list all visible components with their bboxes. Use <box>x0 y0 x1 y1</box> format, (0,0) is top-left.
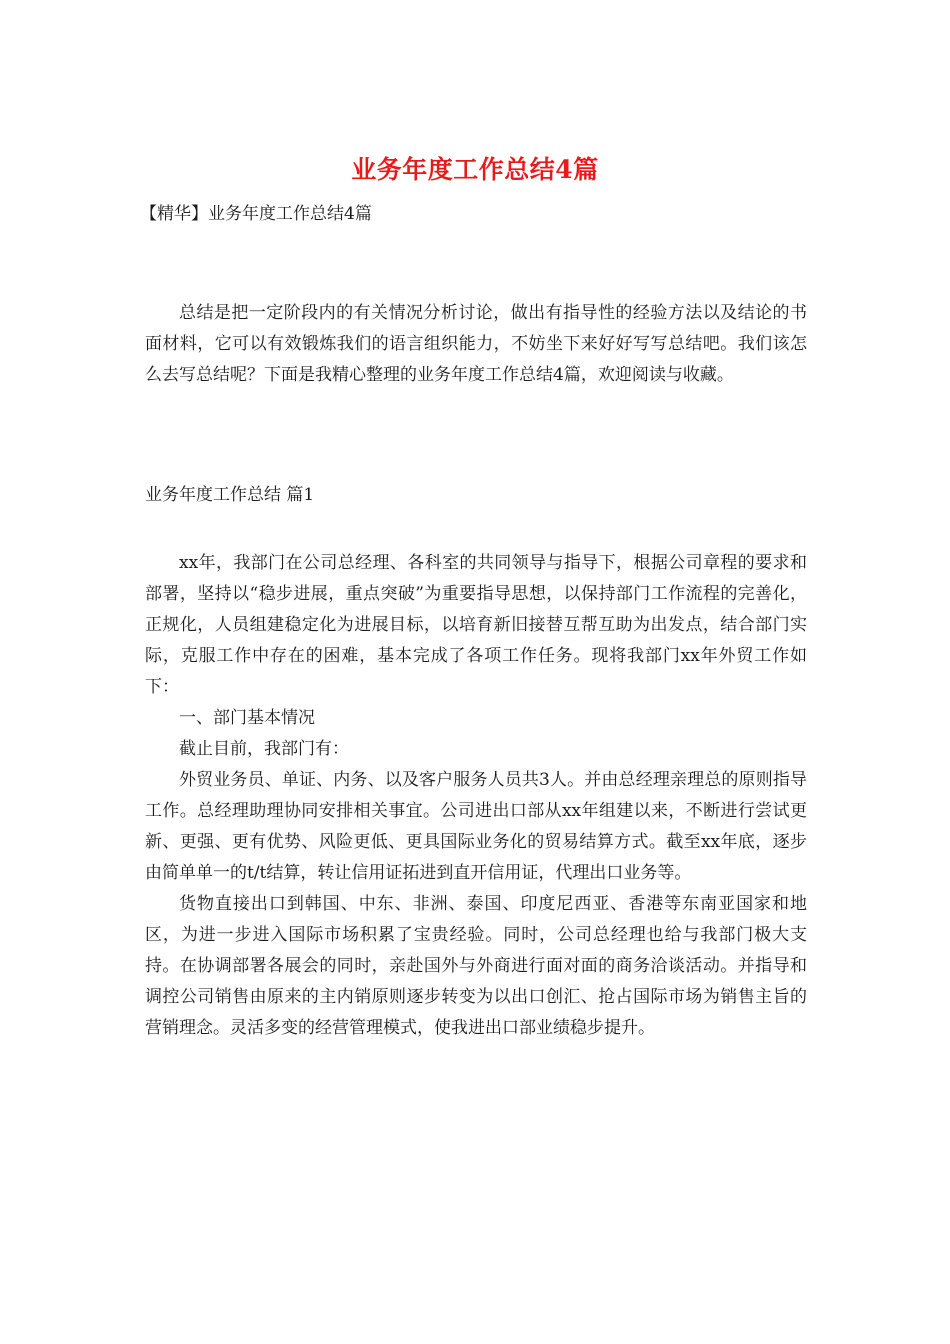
section-1-body <box>145 548 807 1044</box>
paragraph: 外贸业务员、单证、内务、以及客户服务人员共3人。并由总经理亲理总的原则指导工作。总经理助理协同安排相关事宜。公司进出口部从xx年组建以来，不断进行尝试更新、更强、更有优势、风险更低、更具国际业务化的贸易结算方式。截至xx年底，逐步由简单单一的t/t结算，转让信用证拓进到直开信用证，代理出口业务等。 <box>145 770 807 883</box>
intro-block <box>145 298 807 391</box>
document-title: 业务年度工作总结4篇 <box>351 155 599 184</box>
intro-paragraph: 总结是把一定阶段内的有关情况分析讨论，做出有指导性的经验方法以及结论的书面材料，它可以有效锻炼我们的语言组织能力，不妨坐下来好好写写总结吧。我们该怎么去写总结呢？下面是我精心整理的业务年度工作总结4篇，欢迎阅读与收藏。 <box>145 303 807 385</box>
paragraph: 一、部门基本情况 <box>179 708 315 728</box>
paragraph: xx年，我部门在公司总经理、各科室的共同领导与指导下，根据公司章程的要求和部署，坚持以“稳步进展，重点突破”为重要指导思想，以保持部门工作流程的完善化，正规化，人员组建稳定化为进展目标，以培育新旧接替互帮互助为出发点，结合部门实际，克服工作中存在的困难，基本完成了各项工作任务。现将我部门xx年外贸工作如下： <box>145 553 807 697</box>
document-subtitle: 【精华】业务年度工作总结4篇 <box>140 204 372 224</box>
section-heading: 业务年度工作总结 篇1 <box>145 485 315 505</box>
paragraph: 截止目前，我部门有： <box>179 739 349 759</box>
paragraph: 货物直接出口到韩国、中东、非洲、泰国、印度尼西亚、香港等东南亚国家和地区，为进一步进入国际市场积累了宝贵经验。同时，公司总经理也给与我部门极大支持。在协调部署各展会的同时，亲赴国外与外商进行面对面的商务洽谈活动。并指导和调控公司销售由原来的主内销原则逐步转变为以出口创汇、抢占国际市场为销售主旨的营销理念。灵活多变的经营管理模式，使我进出口部业绩稳步提升。 <box>145 894 807 1038</box>
